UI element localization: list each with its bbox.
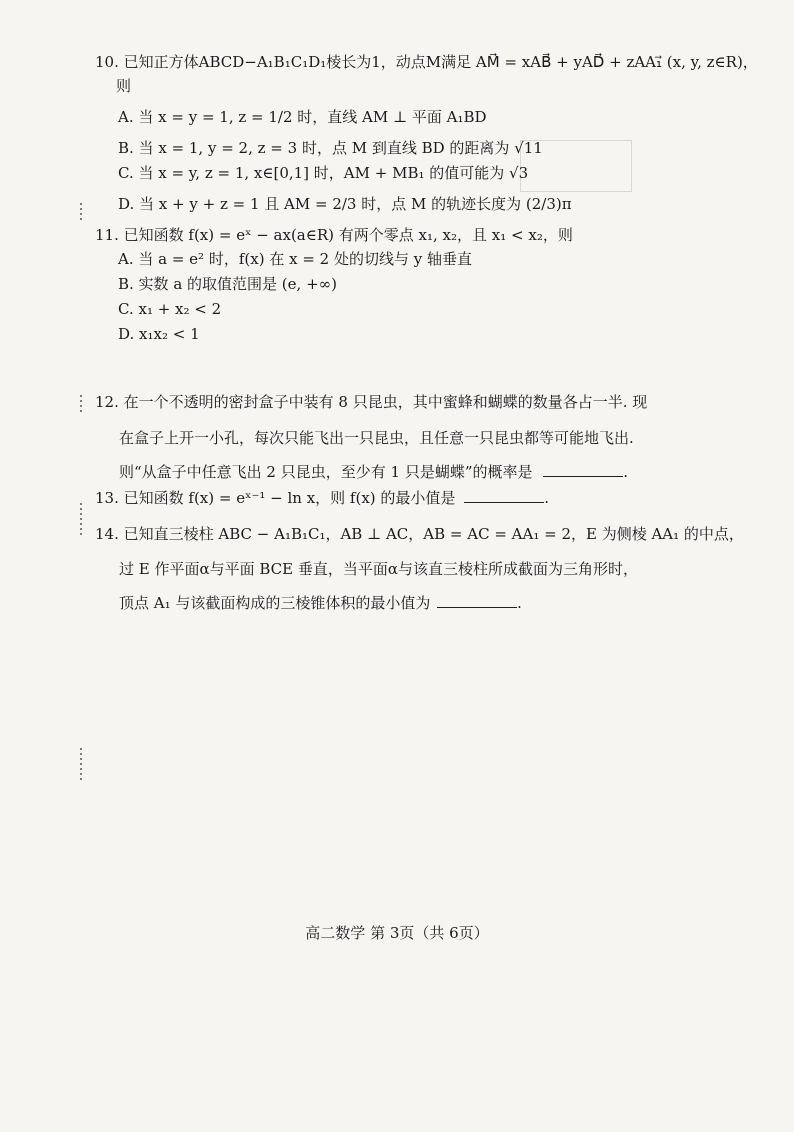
- binding-dots: [80, 200, 83, 223]
- q10-stem-cont: 则: [116, 77, 132, 95]
- q14-line-3: 顶点 A₁ 与该截面构成的三棱锥体积的最小值为 .: [119, 594, 522, 612]
- q10-option-b: B. 当 x = 1, y = 2, z = 3 时，点 M 到直线 BD 的距离为 √11: [118, 139, 543, 157]
- q13-answer-blank: [464, 488, 544, 503]
- q12-answer-blank: [543, 462, 623, 477]
- q14-line-2: 过 E 作平面α与平面 BCE 垂直，当平面α与该直三棱柱所成截面为三角形时，: [119, 560, 639, 578]
- q13-line: 13. 已知函数 f(x) = eˣ⁻¹ − ln x，则 f(x) 的最小值是 .: [95, 489, 549, 507]
- q14-answer-blank: [437, 593, 517, 608]
- q14-line-3-text: 顶点 A₁ 与该截面构成的三棱锥体积的最小值为: [119, 594, 431, 612]
- q13-stem: 13. 已知函数 f(x) = eˣ⁻¹ − ln x，则 f(x) 的最小值是: [95, 489, 456, 507]
- binding-dots: [80, 745, 83, 783]
- q11-option-a: A. 当 a = e² 时，f(x) 在 x = 2 处的切线与 y 轴垂直: [118, 250, 472, 268]
- q12-line-3: 则“从盒子中任意飞出 2 只昆虫，至少有 1 只是蝴蝶”的概率是 .: [119, 463, 629, 481]
- q11-option-b: B. 实数 a 的取值范围是 (e, +∞): [118, 275, 337, 293]
- q10-stem: 10. 已知正方体ABCD−A₁B₁C₁D₁棱长为1，动点M满足 AM⃗ = xAB⃗ + yAD⃗ + zAA₁⃗ (x, y, z∈R)，: [95, 53, 758, 71]
- binding-dots: [80, 392, 83, 415]
- q11-option-c: C. x₁ + x₂ < 2: [118, 300, 222, 318]
- page-footer: 高二数学 第 3页（共 6页）: [305, 924, 489, 942]
- q11-option-d: D. x₁x₂ < 1: [118, 325, 200, 343]
- q10-option-a: A. 当 x = y = 1, z = 1/2 时，直线 AM ⊥ 平面 A₁BD: [118, 108, 487, 126]
- q12-line-2: 在盒子上开一小孔，每次只能飞出一只昆虫，且任意一只昆虫都等可能地飞出.: [119, 429, 634, 447]
- q11-stem: 11. 已知函数 f(x) = eˣ − ax(a∈R) 有两个零点 x₁, x₂，且 x₁ < x₂，则: [95, 226, 573, 244]
- q10-option-c: C. 当 x = y, z = 1, x∈[0,1] 时，AM + MB₁ 的值可能为 √3: [118, 164, 529, 182]
- q14-line-1: 14. 已知直三棱柱 ABC − A₁B₁C₁，AB ⊥ AC，AB = AC = AA₁ = 2，E 为侧棱 AA₁ 的中点，: [95, 525, 744, 543]
- binding-dots: [80, 500, 83, 538]
- q10-option-d: D. 当 x + y + z = 1 且 AM = 2/3 时，点 M 的轨迹长度为 (2/3)π: [118, 195, 572, 213]
- q12-line-3-text: 则“从盒子中任意飞出 2 只昆虫，至少有 1 只是蝴蝶”的概率是: [119, 463, 533, 481]
- q12-line-1: 12. 在一个不透明的密封盒子中装有 8 只昆虫，其中蜜蜂和蝴蝶的数量各占一半. 现: [95, 393, 648, 411]
